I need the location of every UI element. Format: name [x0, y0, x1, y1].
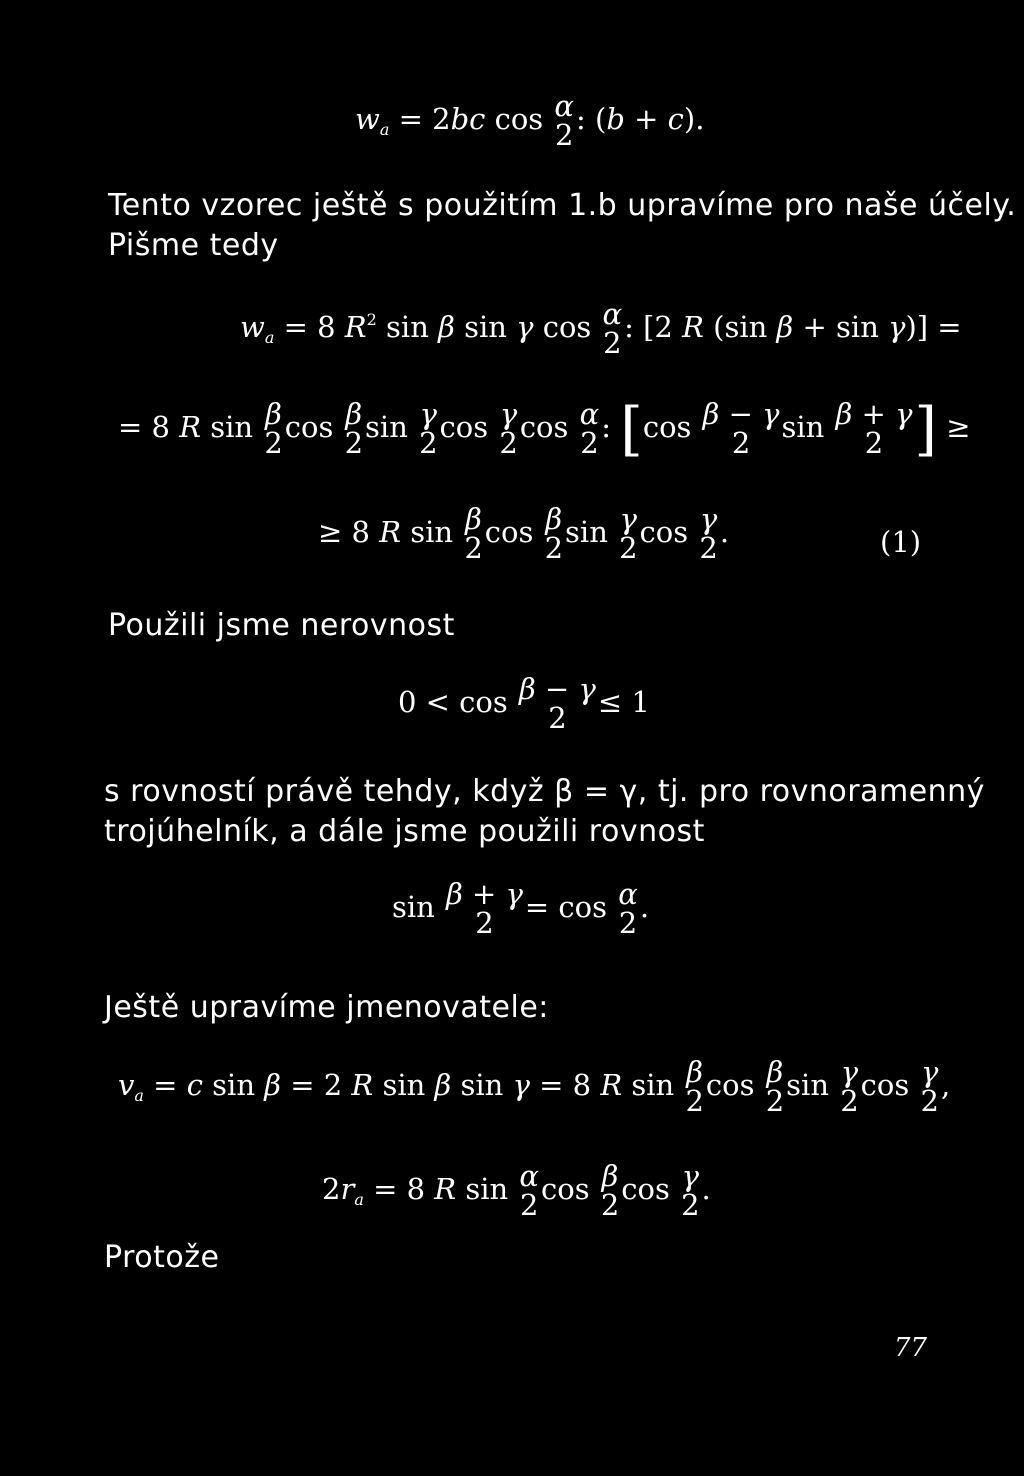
paragraph-line: Tento vzorec ještě s použitím 1.b upravíme pro naše účely. — [108, 188, 1017, 223]
equation-ra: $2r_a = 8$ R sin α 2 cos β 2 cos γ 2 . — [322, 1159, 711, 1222]
paragraph-line: s rovností právě tehdy, když β = γ, tj. pro rovnoramenný — [104, 774, 985, 809]
paragraph-line: Použili jsme nerovnost — [108, 608, 455, 643]
equation-wa-bound: ≥ 8 R sin β 2 cos β 2 sin γ 2 cos γ 2 . — [318, 502, 730, 565]
paragraph-line: trojúhelník, a dále jsme použili rovnost — [104, 814, 705, 849]
equation-wa-expanded: $w_a = 8$ $R^2$ sin β sin γ cos α 2 : [2 R (sin β + sin γ)] = — [240, 297, 962, 360]
equation-va: $v_a = c$ sin β = 2 R sin β sin γ = 8 R sin β 2 cos β 2 sin γ 2 cos γ 2 , — [118, 1055, 951, 1118]
equation-wa-product: = 8 R sin β 2 cos β 2 sin γ 2 cos γ 2 cos α 2 : [cos β − γ 2 sin β + γ 2 ] ≥ — [118, 395, 971, 463]
equation-inequality: 0 < cos β − γ 2 ≤ 1 — [398, 672, 650, 735]
paragraph-line: Ještě upravíme jmenovatele: — [104, 990, 549, 1025]
paragraph-line: Protože — [104, 1240, 220, 1275]
paragraph-line: Pišme tedy — [108, 228, 279, 263]
page-number: 77 — [894, 1333, 928, 1363]
equation-equality: sin β + γ 2 = cos α 2 . — [392, 877, 650, 940]
equation-number: (1) — [880, 525, 922, 559]
equation-wa-definition: $w_a = 2bc$ cos α 2 : (b + c). — [355, 89, 705, 152]
